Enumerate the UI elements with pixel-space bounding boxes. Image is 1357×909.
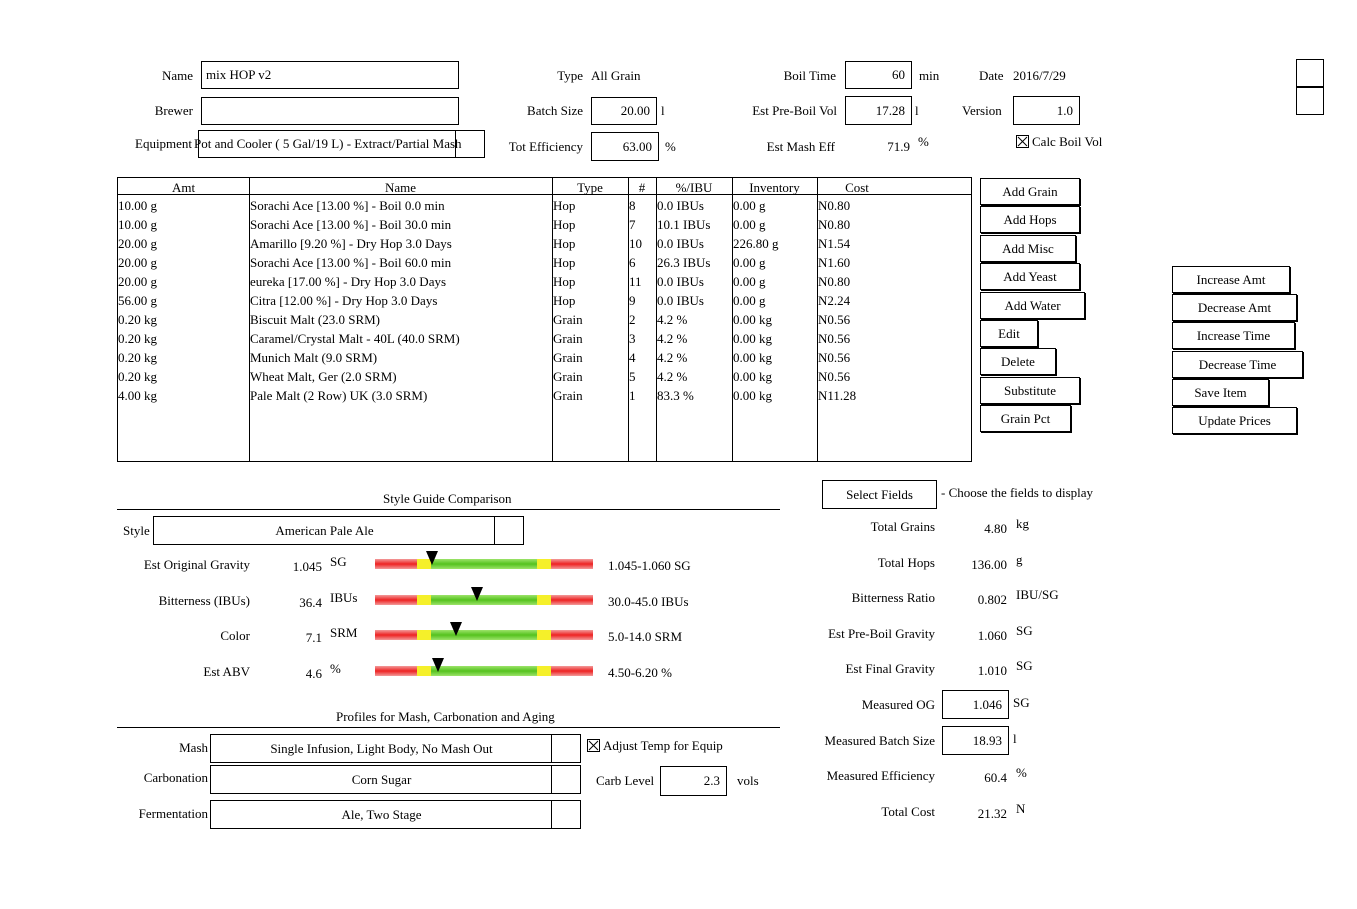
increase-time-button[interactable] <box>1172 322 1295 349</box>
adjust-temp-label: Adjust Temp for Equip <box>603 738 723 753</box>
add-water-button[interactable] <box>980 292 1085 319</box>
substitute-label: Substitute <box>1003 383 1056 398</box>
batch-size-value: 20.00 <box>620 103 650 118</box>
table-row[interactable] <box>118 331 971 350</box>
table-cell: N1.60 <box>818 255 851 270</box>
name-input[interactable] <box>201 61 459 89</box>
name-value: mix HOP v2 <box>206 67 272 82</box>
stat-unit: N <box>1016 801 1026 816</box>
decrease-amt-label: Decrease Amt <box>1197 300 1272 315</box>
grain-pct-button[interactable] <box>980 405 1071 432</box>
col-header-cost[interactable]: Cost <box>845 180 869 195</box>
table-cell: Hop <box>553 255 576 270</box>
table-cell: 56.00 g <box>118 293 157 308</box>
table-cell: eureka [17.00 %] - Dry Hop 3.0 Days <box>250 274 447 289</box>
ingredient-table <box>117 177 972 462</box>
style-gauge <box>375 595 593 605</box>
stat-value: 136.00 <box>971 557 1007 572</box>
edit-button[interactable] <box>980 320 1038 347</box>
gauge-segment <box>537 666 551 676</box>
carb-level-unit: vols <box>737 773 759 788</box>
add-grain-label: Add Grain <box>1002 184 1058 199</box>
equipment-label: Equipment <box>135 136 193 151</box>
stat-unit: kg <box>1016 516 1029 531</box>
pre-boil-vol-label: Est Pre-Boil Vol <box>752 103 837 118</box>
table-cell: Grain <box>553 350 583 365</box>
version-value: 1.0 <box>1056 102 1073 118</box>
table-cell: 9 <box>629 293 636 308</box>
fermentation-value: Ale, Two Stage <box>341 806 422 822</box>
gauge-segment <box>431 666 537 676</box>
table-row[interactable] <box>118 350 971 369</box>
table-cell: N11.28 <box>818 388 857 403</box>
gauge-segment <box>537 595 551 605</box>
mash-value: Single Infusion, Light Body, No Mash Out <box>270 740 493 756</box>
update-prices-label: Update Prices <box>1198 413 1271 428</box>
gauge-marker <box>426 551 438 565</box>
gauge-segment <box>551 630 593 640</box>
style-gauge <box>375 630 593 640</box>
stat-value: 0.802 <box>977 592 1007 607</box>
carb-level-value: 2.3 <box>703 773 720 788</box>
add-hops-button[interactable] <box>980 206 1080 233</box>
gauge-segment <box>431 630 537 640</box>
delete-label: Delete <box>1001 354 1035 369</box>
name-label: Name <box>161 68 193 83</box>
table-cell: Biscuit Malt (23.0 SRM) <box>250 312 381 327</box>
table-cell: 0.20 kg <box>118 331 157 346</box>
table-cell: 0.20 kg <box>118 350 157 365</box>
style-row-unit: % <box>330 661 341 676</box>
table-cell: 10.1 IBUs <box>657 217 711 232</box>
table-cell: Wheat Malt, Ger (2.0 SRM) <box>250 369 397 384</box>
table-cell: 0.00 kg <box>733 312 772 327</box>
gauge-segment <box>537 559 551 569</box>
gauge-segment <box>417 595 431 605</box>
table-cell: 10.00 g <box>118 217 157 232</box>
table-cell: 20.00 g <box>118 236 157 251</box>
carbonation-value: Corn Sugar <box>351 771 412 787</box>
table-cell: 8 <box>629 198 636 213</box>
boil-time-unit: min <box>919 68 940 83</box>
add-misc-button[interactable] <box>980 235 1076 262</box>
est-mash-eff-value: 71.9 <box>887 139 910 154</box>
date-label: Date <box>979 68 1004 83</box>
table-cell: Pale Malt (2 Row) UK (3.0 SRM) <box>250 388 428 403</box>
col-header-inventory[interactable]: Inventory <box>749 180 800 195</box>
stat-unit: IBU/SG <box>1016 587 1059 602</box>
stat-input[interactable] <box>942 690 1009 719</box>
edit-label: Edit <box>998 326 1020 341</box>
table-cell: 0.00 kg <box>733 350 772 365</box>
brewer-label: Brewer <box>154 103 193 118</box>
table-cell: 4 <box>629 350 636 365</box>
boil-time-input[interactable] <box>845 61 912 89</box>
table-row[interactable] <box>118 236 971 255</box>
col-header-num[interactable]: # <box>638 180 646 195</box>
table-cell: 226.80 g <box>733 236 779 251</box>
table-cell: 7 <box>629 217 636 232</box>
style-dropdown-divider <box>494 517 495 544</box>
stat-label: Total Grains <box>870 519 935 534</box>
table-cell: 83.3 % <box>657 388 694 403</box>
table-cell: 0.00 kg <box>733 331 772 346</box>
table-cell: 0.00 g <box>733 198 766 213</box>
table-cell: N0.56 <box>818 312 851 327</box>
profiles-rule <box>117 727 780 728</box>
table-cell: Sorachi Ace [13.00 %] - Boil 0.0 min <box>250 198 445 213</box>
style-row-label: Est ABV <box>203 664 250 679</box>
table-cell: Grain <box>553 369 583 384</box>
table-cell: N0.56 <box>818 331 851 346</box>
table-cell: 0.00 kg <box>733 369 772 384</box>
substitute-button[interactable] <box>980 377 1080 404</box>
decrease-time-button[interactable] <box>1172 351 1303 378</box>
table-cell: 4.00 kg <box>118 388 157 403</box>
grain-pct-label: Grain Pct <box>1000 411 1051 426</box>
table-cell: 10 <box>629 236 642 251</box>
batch-size-unit: l <box>661 103 665 118</box>
gauge-segment <box>537 630 551 640</box>
table-row[interactable] <box>118 312 971 331</box>
calc-boil-vol-checkbox[interactable] <box>1016 135 1029 148</box>
add-misc-label: Add Misc <box>1002 241 1054 256</box>
table-cell: Hop <box>553 217 576 232</box>
gauge-marker <box>432 658 444 672</box>
table-cell: 4.2 % <box>657 312 688 327</box>
style-row-label: Color <box>220 628 250 643</box>
fermentation-label: Fermentation <box>138 806 208 821</box>
col-header-type[interactable]: Type <box>577 180 603 195</box>
gauge-segment <box>431 595 537 605</box>
table-cell: N0.80 <box>818 198 851 213</box>
table-cell: 20.00 g <box>118 274 157 289</box>
decrease-time-label: Decrease Time <box>1198 357 1277 372</box>
stat-unit: SG <box>1016 658 1033 673</box>
table-cell: 4.2 % <box>657 331 688 346</box>
table-row[interactable] <box>118 293 971 312</box>
mash-select[interactable] <box>210 734 581 763</box>
stat-label: Est Pre-Boil Gravity <box>828 626 935 641</box>
stat-label: Total Hops <box>877 555 935 570</box>
table-cell: 10.00 g <box>118 198 157 213</box>
stat-label: Measured Efficiency <box>826 768 935 783</box>
equipment-value: Pot and Cooler ( 5 Gal/19 L) - Extract/Partial Mash <box>194 136 462 151</box>
table-cell: Hop <box>553 236 576 251</box>
stat-label: Bitterness Ratio <box>851 590 935 605</box>
gauge-segment <box>375 666 417 676</box>
gauge-marker <box>450 622 462 636</box>
style-guide-title: Style Guide Comparison <box>383 491 512 506</box>
table-cell: 0.0 IBUs <box>657 274 704 289</box>
stat-value: 21.32 <box>977 806 1007 821</box>
gauge-segment <box>375 559 417 569</box>
table-cell: Caramel/Crystal Malt - 40L (40.0 SRM) <box>250 331 460 346</box>
col-header-name[interactable]: Name <box>384 180 417 195</box>
gauge-segment <box>551 595 593 605</box>
stat-input[interactable] <box>942 726 1009 755</box>
tot-efficiency-input[interactable] <box>591 132 659 161</box>
add-yeast-label: Add Yeast <box>1003 269 1057 284</box>
carb-level-label: Carb Level <box>596 773 655 788</box>
table-cell: 4.2 % <box>657 350 688 365</box>
gauge-segment <box>375 595 417 605</box>
table-cell: 4.2 % <box>657 369 688 384</box>
table-row[interactable] <box>118 274 971 293</box>
gauge-segment <box>375 630 417 640</box>
carb-level-input[interactable] <box>660 766 727 796</box>
stat-unit: SG <box>1016 623 1033 638</box>
style-row-range: 4.50-6.20 % <box>608 665 672 680</box>
table-row[interactable] <box>118 388 971 407</box>
table-cell: Amarillo [9.20 %] - Dry Hop 3.0 Days <box>250 236 452 251</box>
table-cell: 20.00 g <box>118 255 157 270</box>
table-cell: N0.56 <box>818 369 851 384</box>
table-cell: Grain <box>553 331 583 346</box>
table-cell: Sorachi Ace [13.00 %] - Boil 60.0 min <box>250 255 452 270</box>
style-row-range: 30.0-45.0 IBUs <box>608 594 689 609</box>
table-cell: Grain <box>553 388 583 403</box>
stat-label: Measured OG <box>861 697 935 712</box>
mash-dropdown-divider <box>551 735 552 762</box>
est-mash-eff-unit: % <box>918 134 929 149</box>
version-label: Version <box>962 103 1002 118</box>
est-mash-eff-label: Est Mash Eff <box>766 139 835 154</box>
style-value: American Pale Ale <box>275 522 374 538</box>
window-up-button[interactable] <box>1296 59 1324 87</box>
add-grain-button[interactable] <box>980 178 1080 205</box>
table-cell: 0.00 kg <box>733 388 772 403</box>
save-item-button[interactable] <box>1172 379 1269 406</box>
increase-amt-button[interactable] <box>1172 266 1290 293</box>
table-cell: 11 <box>629 274 642 289</box>
stat-value: 18.93 <box>972 732 1002 748</box>
gauge-segment <box>417 630 431 640</box>
fermentation-dropdown-divider <box>551 801 552 828</box>
decrease-amt-button[interactable] <box>1172 294 1297 321</box>
table-row[interactable] <box>118 255 971 274</box>
tot-efficiency-unit: % <box>665 139 676 154</box>
gauge-segment <box>551 666 593 676</box>
table-cell: 3 <box>629 331 636 346</box>
equipment-dropdown-divider <box>455 131 456 157</box>
pre-boil-vol-input[interactable] <box>845 96 912 125</box>
style-guide-rule <box>117 509 780 510</box>
stat-value: 1.010 <box>977 663 1007 678</box>
style-row-value: 36.4 <box>299 595 322 610</box>
brewer-input[interactable] <box>201 97 459 125</box>
adjust-temp-checkbox[interactable] <box>587 739 600 752</box>
stat-label: Total Cost <box>881 804 935 819</box>
mash-label: Mash <box>179 740 208 755</box>
table-cell: 0.0 IBUs <box>657 198 704 213</box>
increase-time-label: Increase Time <box>1196 328 1271 343</box>
style-select[interactable] <box>153 516 524 545</box>
gauge-segment <box>551 559 593 569</box>
style-row-unit: IBUs <box>330 590 358 605</box>
gauge-segment <box>431 559 537 569</box>
stat-label: Measured Batch Size <box>824 733 935 748</box>
table-cell: N0.80 <box>818 217 851 232</box>
select-fields-button[interactable] <box>822 480 937 509</box>
type-label: Type <box>557 68 583 83</box>
table-cell: Grain <box>553 312 583 327</box>
table-cell: 0.20 kg <box>118 369 157 384</box>
style-row-range: 5.0-14.0 SRM <box>608 629 683 644</box>
style-row-value: 1.045 <box>292 559 322 574</box>
carbonation-dropdown-divider <box>551 766 552 793</box>
style-label: Style <box>123 523 150 538</box>
pre-boil-vol-unit: l <box>915 103 919 118</box>
table-cell: 0.0 IBUs <box>657 293 704 308</box>
version-input[interactable] <box>1013 96 1080 125</box>
table-cell: 0.00 g <box>733 217 766 232</box>
stat-unit: g <box>1016 552 1023 567</box>
table-cell: Hop <box>553 198 576 213</box>
table-cell: Citra [12.00 %] - Dry Hop 3.0 Days <box>250 293 438 308</box>
table-cell: N1.54 <box>818 236 851 251</box>
delete-button[interactable] <box>980 348 1056 375</box>
date-value: 2016/7/29 <box>1013 68 1066 83</box>
stat-unit: l <box>1013 731 1017 746</box>
table-cell: 0.00 g <box>733 274 766 289</box>
checked-x-icon <box>1017 136 1028 147</box>
table-cell: 6 <box>629 255 636 270</box>
table-cell: 1 <box>629 388 636 403</box>
stat-label: Est Final Gravity <box>845 661 935 676</box>
stat-value: 1.046 <box>972 696 1002 712</box>
style-row-value: 7.1 <box>305 630 322 645</box>
boil-time-label: Boil Time <box>783 68 836 83</box>
save-item-label: Save Item <box>1194 385 1247 400</box>
style-gauge <box>375 559 593 569</box>
table-cell: N0.80 <box>818 274 851 289</box>
add-yeast-button[interactable] <box>980 263 1080 290</box>
increase-amt-label: Increase Amt <box>1196 272 1266 287</box>
table-cell: 0.20 kg <box>118 312 157 327</box>
add-water-label: Add Water <box>1004 298 1061 313</box>
type-value: All Grain <box>591 68 641 83</box>
stat-value: 60.4 <box>984 770 1007 785</box>
tot-efficiency-value: 63.00 <box>622 138 652 154</box>
style-row-range: 1.045-1.060 SG <box>608 558 691 573</box>
calc-boil-vol-label: Calc Boil Vol <box>1032 134 1103 149</box>
stat-unit: % <box>1016 765 1027 780</box>
carbonation-label: Carbonation <box>143 770 208 785</box>
col-header-amt[interactable]: Amt <box>171 180 196 195</box>
table-cell: Hop <box>553 274 576 289</box>
update-prices-button[interactable] <box>1172 407 1297 434</box>
col-header-ibu[interactable]: %/IBU <box>675 180 713 195</box>
batch-size-input[interactable] <box>591 97 657 125</box>
gauge-segment <box>417 666 431 676</box>
carbonation-select[interactable] <box>210 765 581 794</box>
table-row[interactable] <box>118 217 971 236</box>
gauge-marker <box>471 587 483 601</box>
table-cell: 5 <box>629 369 636 384</box>
tot-efficiency-label: Tot Efficiency <box>508 139 583 154</box>
table-cell: 0.00 g <box>733 293 766 308</box>
add-hops-label: Add Hops <box>1003 212 1057 227</box>
checked-x-icon <box>588 740 599 751</box>
style-row-value: 4.6 <box>305 666 322 681</box>
style-row-unit: SRM <box>330 625 358 640</box>
table-cell: N0.56 <box>818 350 851 365</box>
table-row[interactable] <box>118 198 971 217</box>
table-row[interactable] <box>118 369 971 388</box>
window-down-button[interactable] <box>1296 87 1324 115</box>
table-cell: 0.00 g <box>733 255 766 270</box>
table-cell: 0.0 IBUs <box>657 236 704 251</box>
fermentation-select[interactable] <box>210 800 581 829</box>
table-cell: 26.3 IBUs <box>657 255 711 270</box>
pre-boil-vol-value: 17.28 <box>875 102 905 118</box>
stat-value: 1.060 <box>977 628 1007 643</box>
table-cell: Hop <box>553 293 576 308</box>
boil-time-value: 60 <box>892 67 905 82</box>
batch-size-label: Batch Size <box>527 103 583 118</box>
equipment-select[interactable] <box>194 130 485 158</box>
table-cell: N2.24 <box>818 293 851 308</box>
stat-unit: SG <box>1013 695 1030 710</box>
table-cell: Munich Malt (9.0 SRM) <box>250 350 378 365</box>
style-row-label: Est Original Gravity <box>143 557 250 572</box>
select-fields-hint: - Choose the fields to display <box>941 485 1094 500</box>
profiles-title: Profiles for Mash, Carbonation and Aging <box>336 709 555 724</box>
table-cell: 2 <box>629 312 636 327</box>
table-cell: Sorachi Ace [13.00 %] - Boil 30.0 min <box>250 217 452 232</box>
stat-value: 4.80 <box>984 521 1007 536</box>
select-fields-label: Select Fields <box>846 487 913 502</box>
style-row-label: Bitterness (IBUs) <box>158 593 250 608</box>
style-gauge <box>375 666 593 676</box>
style-row-unit: SG <box>330 554 347 569</box>
